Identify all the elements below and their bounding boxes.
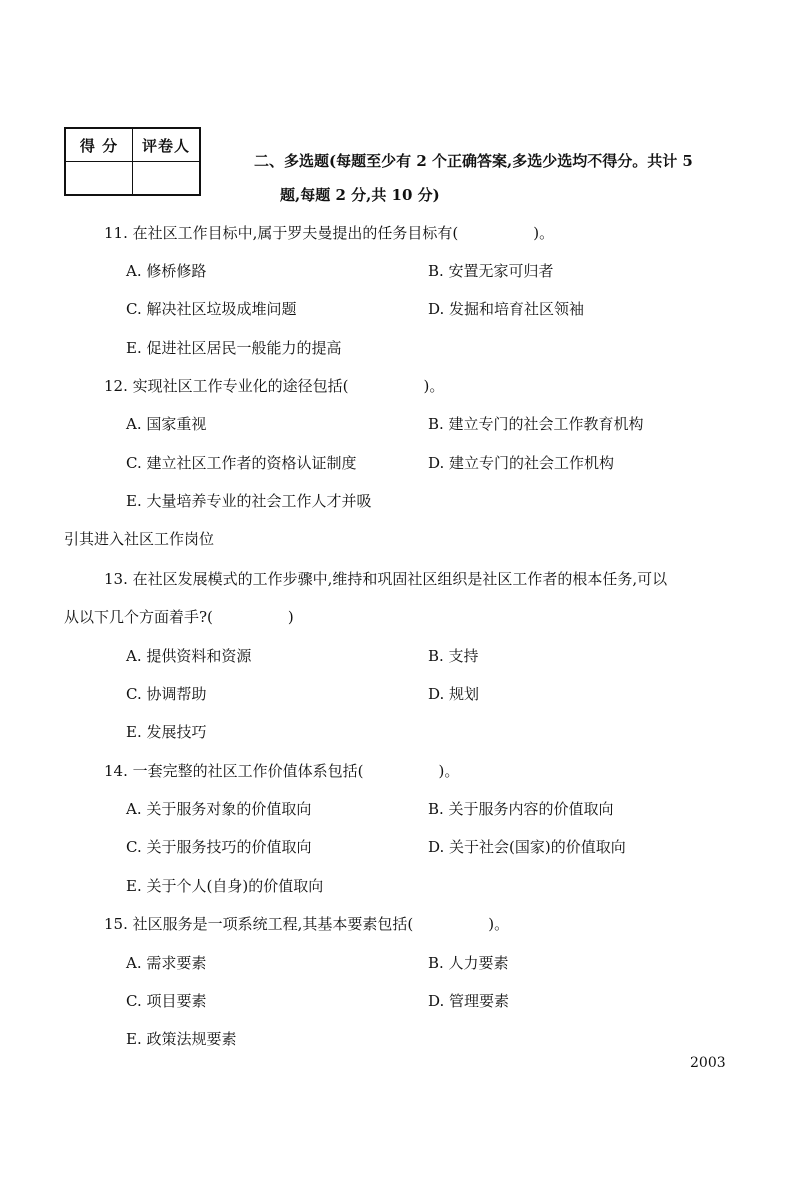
q15-option-c: C. 项目要素 bbox=[126, 992, 207, 1010]
score-header: 得 分 bbox=[65, 128, 133, 162]
grader-header: 评卷人 bbox=[133, 128, 201, 162]
q12-option-b: B. 建立专门的社会工作教育机构 bbox=[428, 415, 644, 433]
question-14-stem: 14. 一套完整的社区工作价值体系包括( )。 bbox=[104, 762, 460, 780]
page-code: 2003 bbox=[690, 1055, 726, 1071]
q14-option-a: A. 关于服务对象的价值取向 bbox=[126, 800, 312, 818]
grader-cell bbox=[133, 162, 201, 196]
q13-option-a: A. 提供资料和资源 bbox=[126, 647, 252, 665]
question-13-stem-cont: 从以下几个方面着手?( ) bbox=[64, 608, 294, 626]
q15-option-e: E. 政策法规要素 bbox=[126, 1030, 237, 1048]
question-13-stem: 13. 在社区发展模式的工作步骤中,维持和巩固社区组织是社区工作者的根本任务,可以 bbox=[104, 570, 668, 588]
q13-option-e: E. 发展技巧 bbox=[126, 723, 207, 741]
q14-option-c: C. 关于服务技巧的价值取向 bbox=[126, 838, 312, 856]
q11-option-c: C. 解决社区垃圾成堆问题 bbox=[126, 300, 297, 318]
question-11-stem: 11. 在社区工作目标中,属于罗夫曼提出的任务目标有( )。 bbox=[104, 224, 555, 242]
q11-option-b: B. 安置无家可归者 bbox=[428, 262, 554, 280]
q11-option-e: E. 促进社区居民一般能力的提高 bbox=[126, 339, 342, 357]
question-12-stem: 12. 实现社区工作专业化的途径包括( )。 bbox=[104, 377, 445, 395]
q14-option-b: B. 关于服务内容的价值取向 bbox=[428, 800, 614, 818]
section-heading-cont: 题,每题 2 分,共 10 分) bbox=[280, 186, 440, 204]
q13-option-b: B. 支持 bbox=[428, 647, 479, 665]
q12-option-d: D. 建立专门的社会工作机构 bbox=[428, 454, 615, 472]
q11-option-d: D. 发掘和培育社区领袖 bbox=[428, 300, 585, 318]
score-box bbox=[64, 127, 201, 196]
score-cell bbox=[65, 162, 133, 196]
q14-option-e: E. 关于个人(自身)的价值取向 bbox=[126, 877, 324, 895]
q12-option-e-cont: 引其进入社区工作岗位 bbox=[64, 530, 215, 548]
q15-option-b: B. 人力要素 bbox=[428, 954, 509, 972]
section-heading: 二、多选题(每题至少有 2 个正确答案,多选少选均不得分。共计 5 bbox=[254, 152, 693, 170]
question-15-stem: 15. 社区服务是一项系统工程,其基本要素包括( )。 bbox=[104, 915, 510, 933]
q13-option-d: D. 规划 bbox=[428, 685, 480, 703]
q14-option-d: D. 关于社会(国家)的价值取向 bbox=[428, 838, 626, 856]
q12-option-a: A. 国家重视 bbox=[126, 415, 207, 433]
q12-option-e: E. 大量培养专业的社会工作人才并吸 bbox=[126, 492, 372, 510]
q12-option-c: C. 建立社区工作者的资格认证制度 bbox=[126, 454, 357, 472]
q11-option-a: A. 修桥修路 bbox=[126, 262, 207, 280]
q15-option-a: A. 需求要素 bbox=[126, 954, 207, 972]
q15-option-d: D. 管理要素 bbox=[428, 992, 510, 1010]
q13-option-c: C. 协调帮助 bbox=[126, 685, 207, 703]
